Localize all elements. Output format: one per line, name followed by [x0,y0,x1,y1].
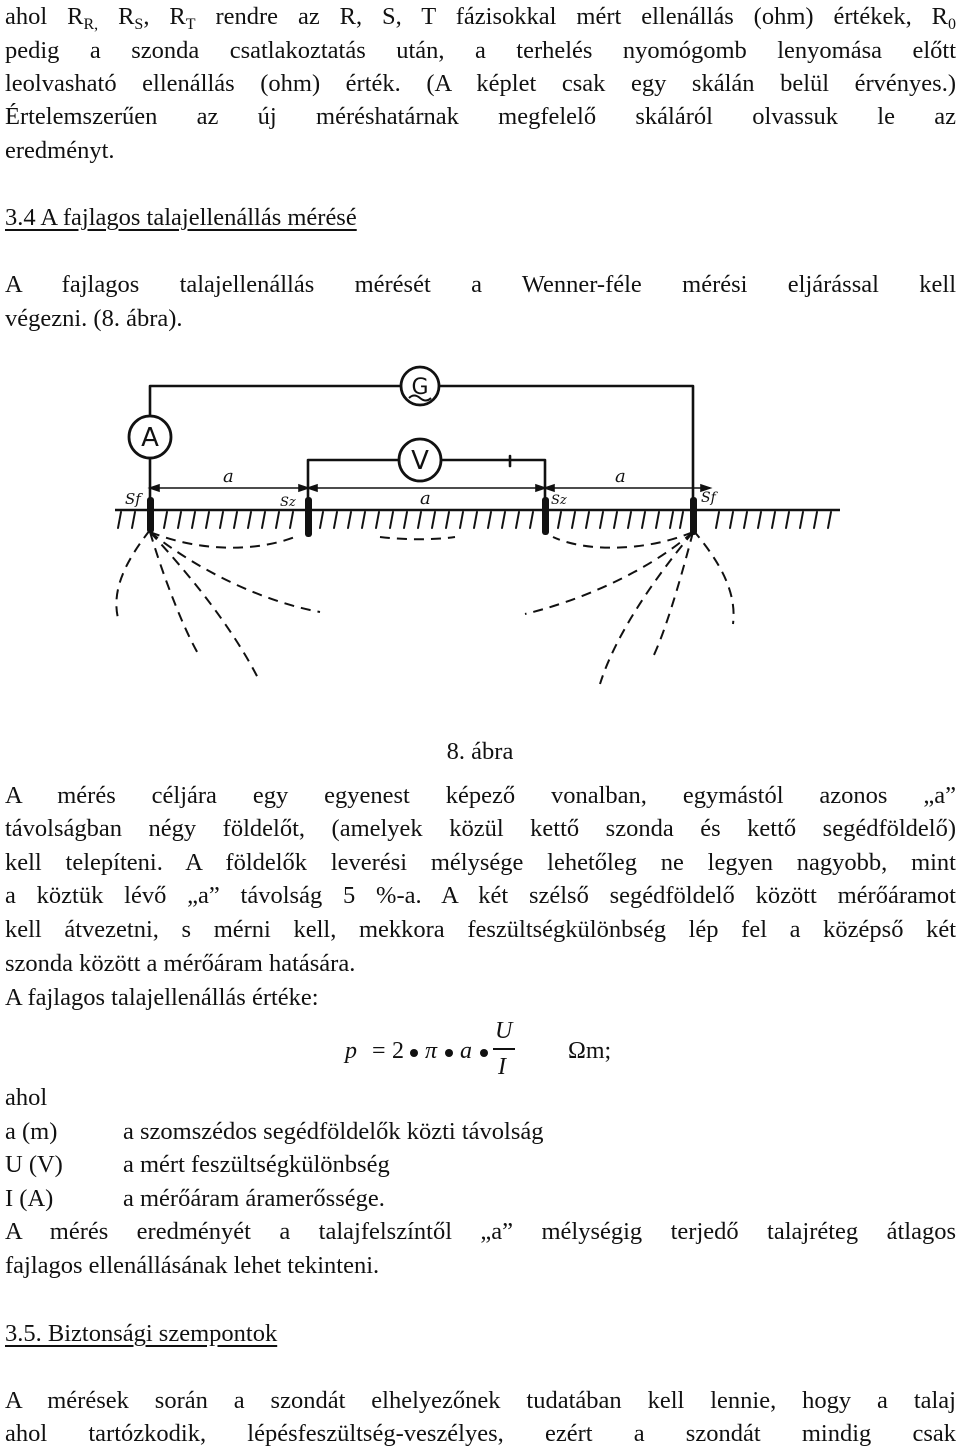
definition-value: a mérőáram áramerőssége. [123,1185,385,1212]
formula-numerator: U [495,1018,513,1044]
formula-equals: = [372,1038,386,1064]
intro-line-4: Értelemszerűen az új méréshatárnak megfelelő skáláról olvassuk le az [5,103,956,130]
figure-caption: 8. ábra [446,737,514,765]
voltmeter-symbol: V [411,446,429,476]
resistivity-formula [340,1012,640,1082]
formula-dot-3 [480,1049,488,1057]
section-heading-3-5: 3.5. Biztonsági szempontok [5,1320,278,1347]
intro-line-1: ahol $R_{R,}$ $R_S$, $R_T$ rendre az R, S, T fázisokkal mért ellenállás (ohm) értékek, $R_0$ [5,3,956,33]
section-3-5-line-2: ahol tartózkodik, lépésfeszültség-veszélyes, ezért a szondát mindig csak [5,1420,956,1447]
body-line-1: A mérés céljára egy egyenest képező vonalban, egymástól azonos „a” [5,782,956,809]
definition-key: a (m) [5,1118,58,1145]
formula-dot-2 [445,1049,453,1057]
formula-unit: Ωm; [568,1038,612,1064]
spacing-label-right: a [615,466,626,487]
definition-value: a mért feszültségkülönbség [123,1151,390,1178]
ammeter-symbol: A [141,423,159,453]
result-line-1: A mérés eredményét a talajfelszíntől „a” mélységig terjedő talajréteg átlagos [5,1218,956,1245]
section-3-4-line-1: A fajlagos talajellenállás mérését a Wenner-féle mérési eljárással kell [5,271,956,298]
generator-symbol: G [411,375,429,400]
electrode-label-sz-left: Sz [280,495,296,510]
formula-denominator: I [498,1054,506,1080]
formula-a: a [460,1038,472,1064]
formula-lhs: p [345,1038,357,1064]
formula-two: 2 [392,1038,404,1064]
definition-key: I (A) [5,1185,54,1212]
spacing-label-mid: a [420,488,431,509]
body-line-7: A fajlagos talajellenállás értéke: [5,984,319,1011]
definitions-intro: ahol [5,1084,48,1111]
formula-dot-1 [410,1049,418,1057]
voltage-circuit-wire [308,460,401,497]
electrode-label-sz-right: Sz [551,493,567,508]
formula-pi: π [425,1038,438,1064]
definition-value: a szomszédos segédföldelők közti távolság [123,1118,544,1145]
intro-line-2: pedig a szonda csatlakoztatás után, a terhelés nyomógomb lenyomása előtt [5,37,956,64]
section-3-5-line-1: A mérések során a szondát elhelyezőnek tudatában kell lennie, hogy a talaj [5,1387,956,1414]
body-line-6: szonda között a mérőáram hatására. [5,950,356,977]
result-line-2: fajlagos ellenállásának lehet tekinteni. [5,1252,380,1279]
body-line-4: a köztük lévő „a” távolság 5 %-a. A két szélső segédföldelő között mérőáramot [5,882,956,909]
section-heading-3-4: 3.4 A fajlagos talajellenállás mérésé [5,204,357,231]
ground-hatching [118,512,831,528]
current-field-lines [116,530,733,684]
intro-line-5: eredményt. [5,137,115,164]
body-line-3: kell telepíteni. A földelők leverési mélysége lehetőleg ne legyen nagyobb, mint [5,849,956,876]
spacing-label-left: a [223,466,234,487]
electrode-label-sf-left: Sf [125,490,141,508]
intro-line-3: leolvasható ellenállás (ohm) érték. (A képlet csak egy skálán belül érvényes.) [5,70,956,97]
body-line-2: távolságban négy földelőt, (amelyek közül kettő szonda és kettő segédföldelő) [5,815,956,842]
section-3-4-line-2: végezni. (8. ábra). [5,305,183,332]
definition-key: U (V) [5,1151,63,1178]
body-line-5: kell átvezetni, s mérni kell, mekkora feszültségkülönbség lép fel a középső két [5,916,956,943]
electrode-label-sf-right: Sf [701,490,716,506]
wenner-diagram [105,352,845,712]
